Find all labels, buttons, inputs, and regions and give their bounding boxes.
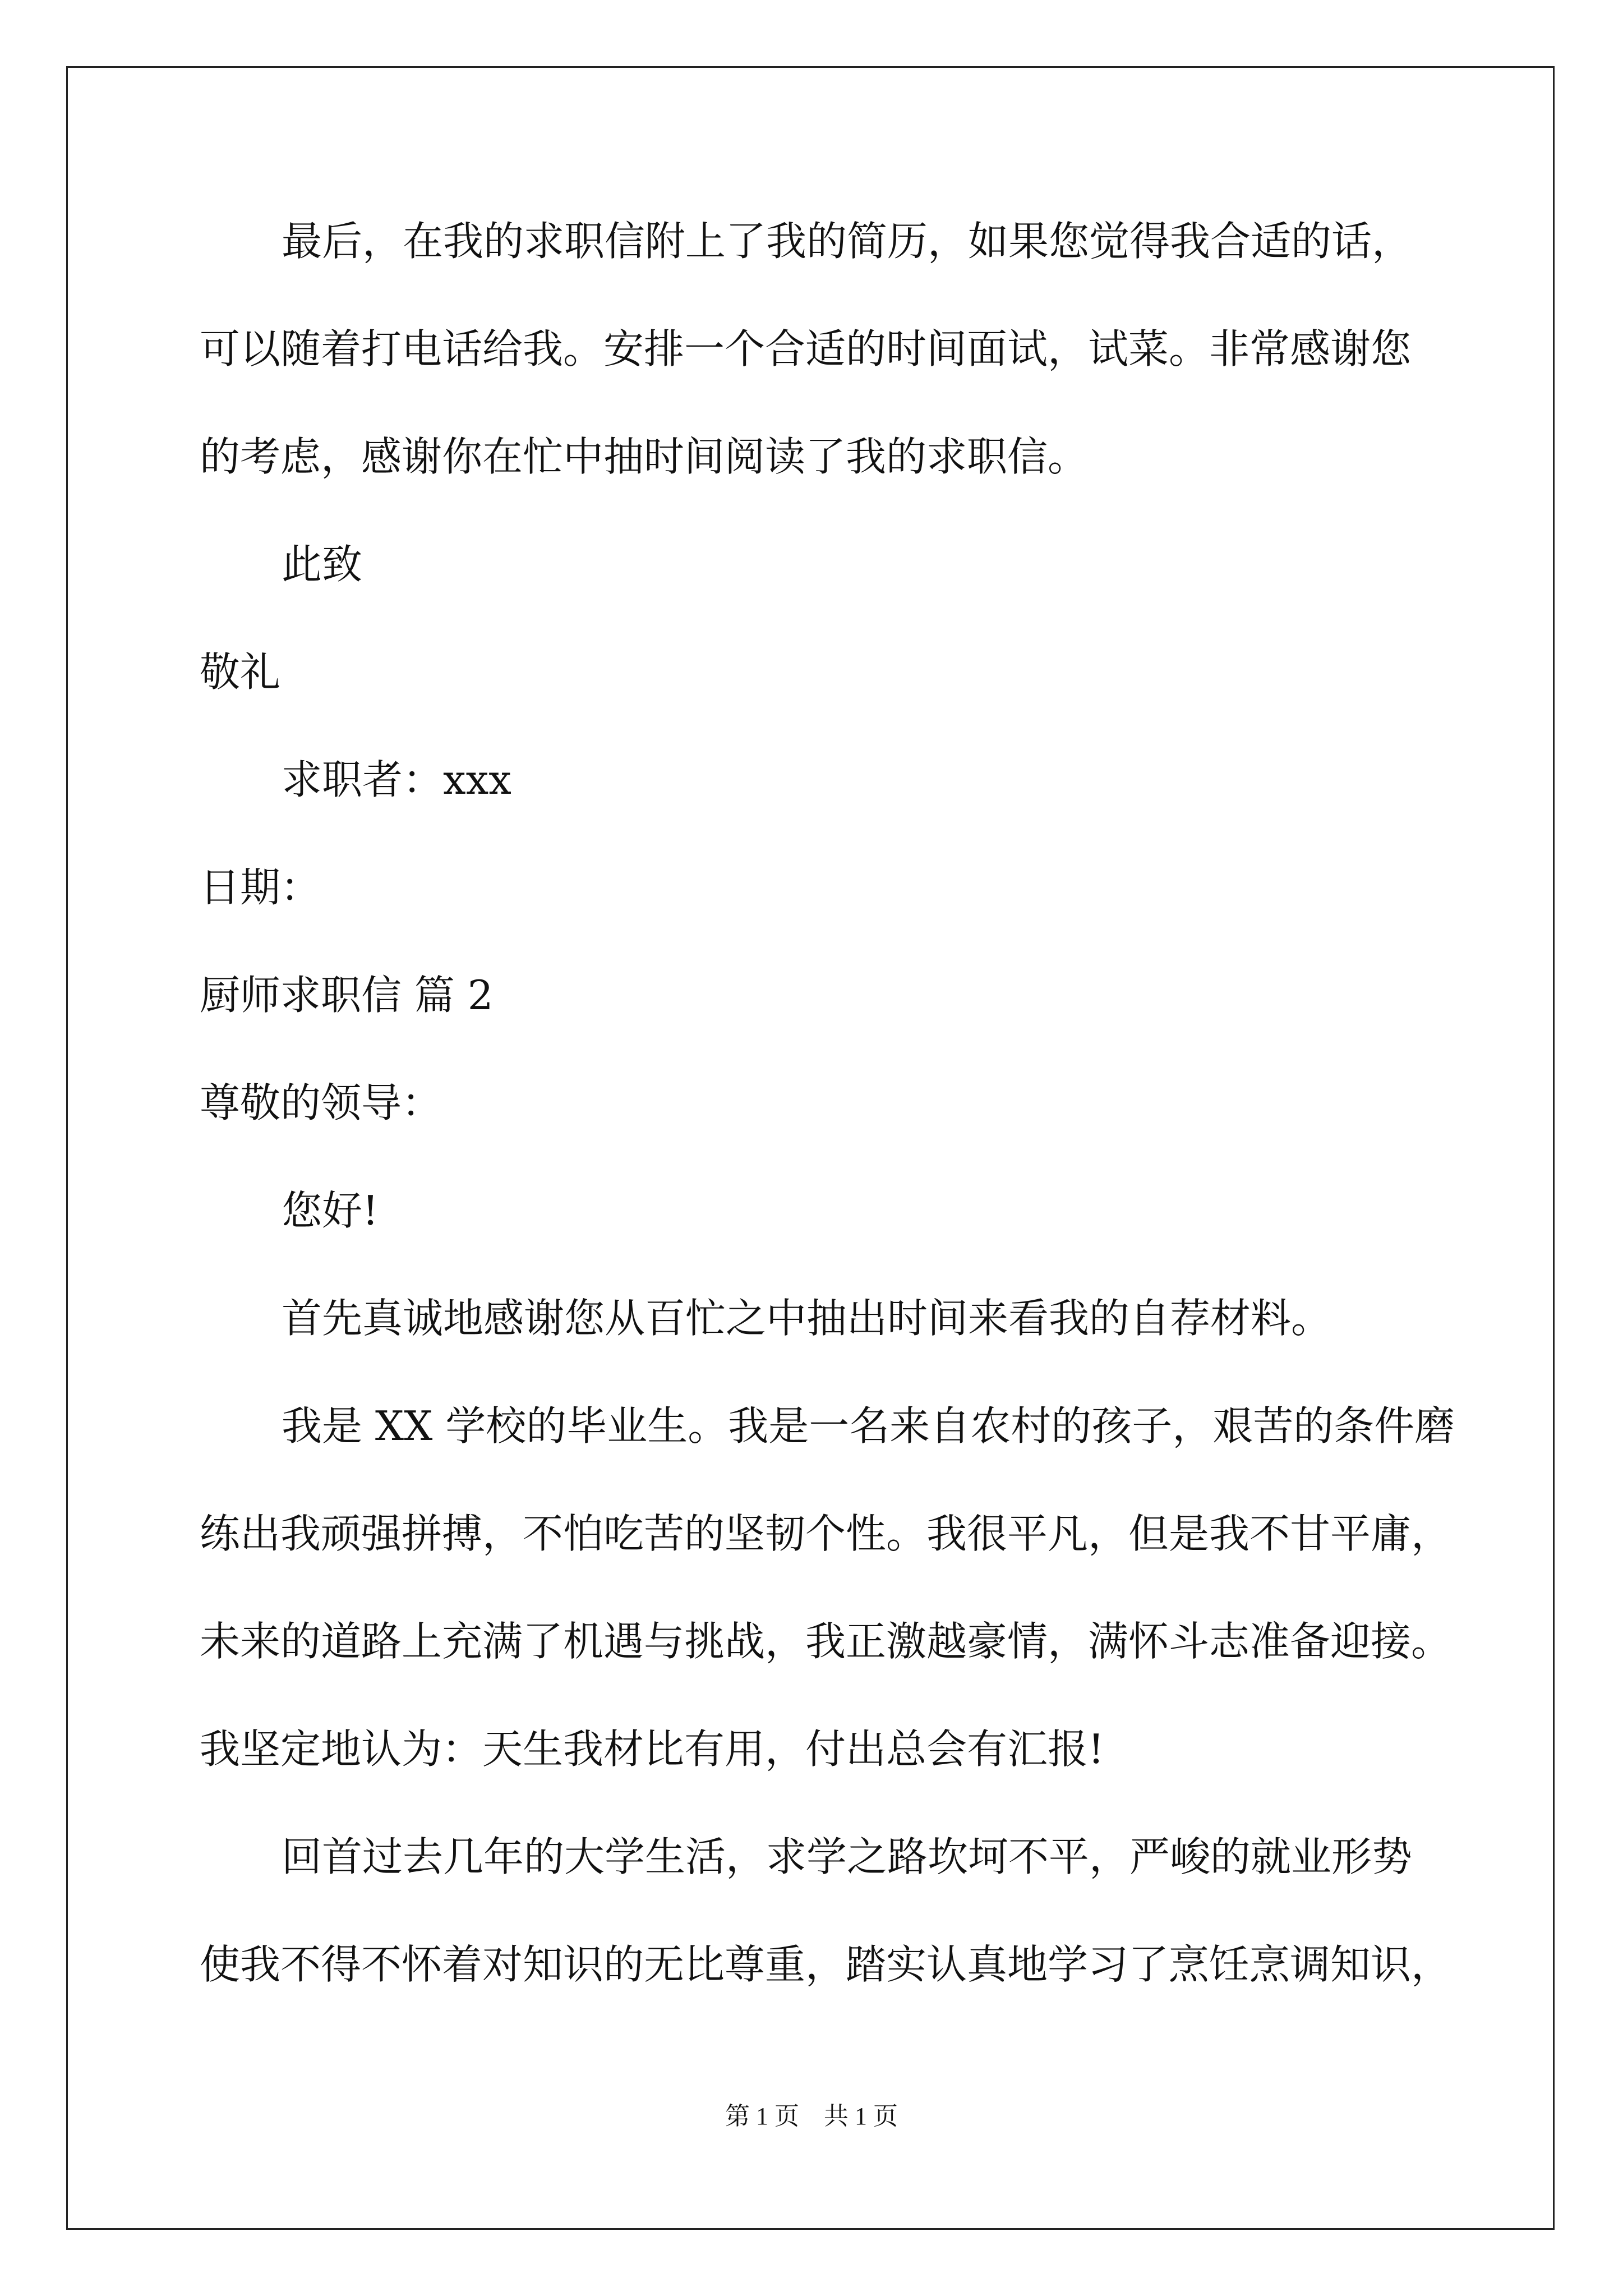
page-number: 第 1 页 <box>725 2102 799 2130</box>
page-footer <box>0 2096 1623 2132</box>
body-line: 使我不得不怀着对知识的无比尊重，踏实认真地学习了烹饪烹调知识， <box>200 1941 1452 1988</box>
date-line: 日期： <box>200 864 321 911</box>
section-title: 厨师求职信 篇 2 <box>200 972 494 1019</box>
body-line: 我是 XX 学校的毕业生。我是一名来自农村的孩子，艰苦的条件磨 <box>282 1402 1455 1450</box>
document-body <box>200 211 1490 2042</box>
body-line: 未来的道路上充满了机遇与挑战，我正激越豪情，满怀斗志准备迎接。 <box>200 1618 1452 1665</box>
page-total: 共 1 页 <box>824 2102 898 2130</box>
closing-regards: 敬礼 <box>200 648 281 696</box>
body-line: 练出我顽强拼搏，不怕吃苦的坚韧个性。我很平凡，但是我不甘平庸， <box>200 1510 1452 1557</box>
body-line: 的考虑，感谢你在忙中抽时间阅读了我的求职信。 <box>200 433 1089 480</box>
greeting: 您好! <box>282 1187 379 1234</box>
body-line: 我坚定地认为：天生我材比有用，付出总会有汇报! <box>200 1726 1104 1773</box>
body-line: 可以随着打电话给我。安排一个合适的时间面试，试菜。非常感谢您 <box>200 325 1412 372</box>
body-line: 最后，在我的求职信附上了我的简历，如果您觉得我合适的话， <box>282 218 1413 265</box>
body-line: 回首过去几年的大学生活，求学之路坎坷不平，严峻的就业形势 <box>282 1833 1413 1880</box>
body-line: 首先真诚地感谢您从百忙之中抽出时间来看我的自荐材料。 <box>282 1295 1332 1342</box>
applicant-signature: 求职者：xxx <box>282 756 511 803</box>
closing-salutation: 此致 <box>282 541 363 588</box>
greeting-recipient: 尊敬的领导： <box>200 1079 442 1126</box>
